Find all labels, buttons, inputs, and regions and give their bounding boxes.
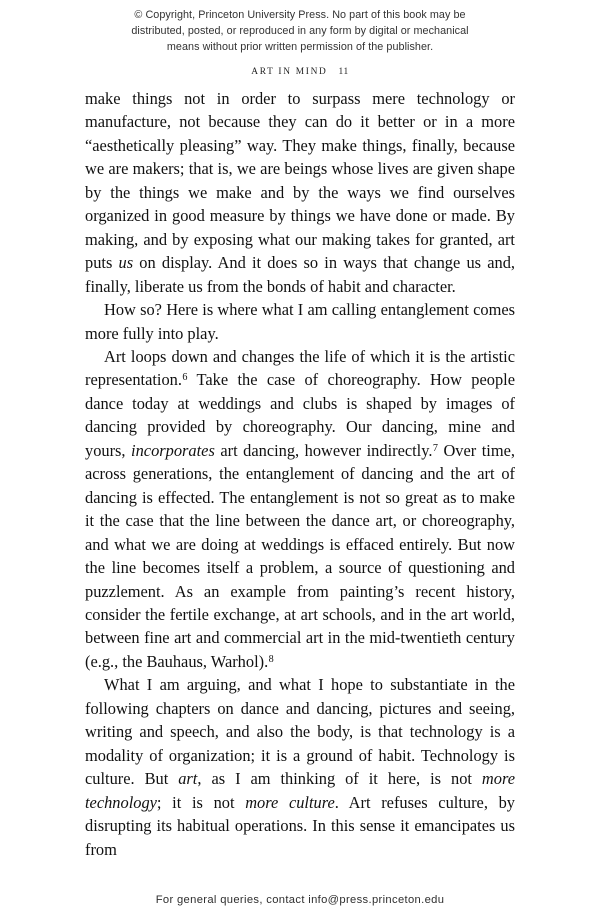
text-run: Take the case of choreography. How people dance today at weddings and clubs is shaped by images of dancing provided by choreography. Our dancing, mine and yours, [85, 370, 515, 460]
text-run: on display. And it does so in ways that change us and, finally, liberate us from the bonds of habit and character. [85, 253, 516, 296]
emphasis-text: more technology [85, 769, 515, 812]
body-text [85, 87, 515, 861]
page-number: 11 [338, 67, 349, 77]
text-run: make things not in order to surpass mere technology or manufacture, not because they can do it better or in a more “aesthetically pleasing” way. They make things, finally, because we are makers; that is, we are beings whose lives are given shape by the things we make and by the ways we find ourselves organized in good measure by things we have done or made. By making, and by exposing what our making takes for granted, art puts [85, 89, 515, 273]
text-run: art dancing, however indirectly. [214, 440, 433, 460]
footnote-reference: 7 [432, 442, 438, 454]
footer-queries-line: For general queries, contact info@press.princeton.edu [155, 894, 445, 906]
text-run: How so? Here is where what I am calling entanglement comes more fully into play. [85, 300, 515, 343]
copyright-line-2: distributed, posted, or reproduced in any form by digital or mechanical [131, 25, 469, 38]
running-head [0, 66, 600, 78]
running-head-title: ART IN MIND [251, 67, 328, 77]
footnote-reference: 8 [268, 653, 274, 665]
para-how-so [85, 298, 515, 345]
emphasis-text: us [118, 253, 134, 273]
footnote-reference: 6 [182, 372, 188, 384]
copyright-line-3: means without prior written permission of the publisher. [166, 41, 434, 54]
copyright-line-1: © Copyright, Princeton University Press. No part of this book may be [134, 9, 466, 21]
emphasis-text: art [178, 769, 198, 789]
emphasis-text: more culture [245, 792, 335, 812]
text-run: , as I am thinking of it here, is not [197, 769, 482, 789]
para-art-loops [85, 345, 515, 673]
text-run: . Art refuses culture, by disrupting its habitual operations. In this sense it emancipates us from [85, 792, 515, 859]
copyright-notice [95, 7, 505, 56]
text-run: ; it is not [156, 792, 246, 812]
text-run: Over time, across generations, the entanglement of dancing and the art of dancing is effected. The entanglement is not so great as to make it the case that the line between the dance art, or choreography, and what we are doing at weddings is effaced entirely. But now the line becomes itself a problem, a source of questioning and puzzlement. As an example from painting’s recent history, consider the fertile exchange, at art schools, and in the art world, between fine art and commercial art in the mid-twentieth century (e.g., the Bauhaus, Warhol). [85, 440, 515, 671]
emphasis-text: incorporates [131, 440, 215, 460]
text-run: What I am arguing, and what I hope to substantiate in the following chapters on dance and dancing, pictures and seeing, writing and speech, and also the body, is that technology is a modality of organization; it is a ground of habit. Technology is culture. But [85, 675, 515, 789]
para-what-i-am-arguing [85, 673, 515, 861]
text-run: Art loops down and changes the life of which it is the artistic representation. [85, 346, 515, 390]
para-makers [85, 87, 515, 298]
